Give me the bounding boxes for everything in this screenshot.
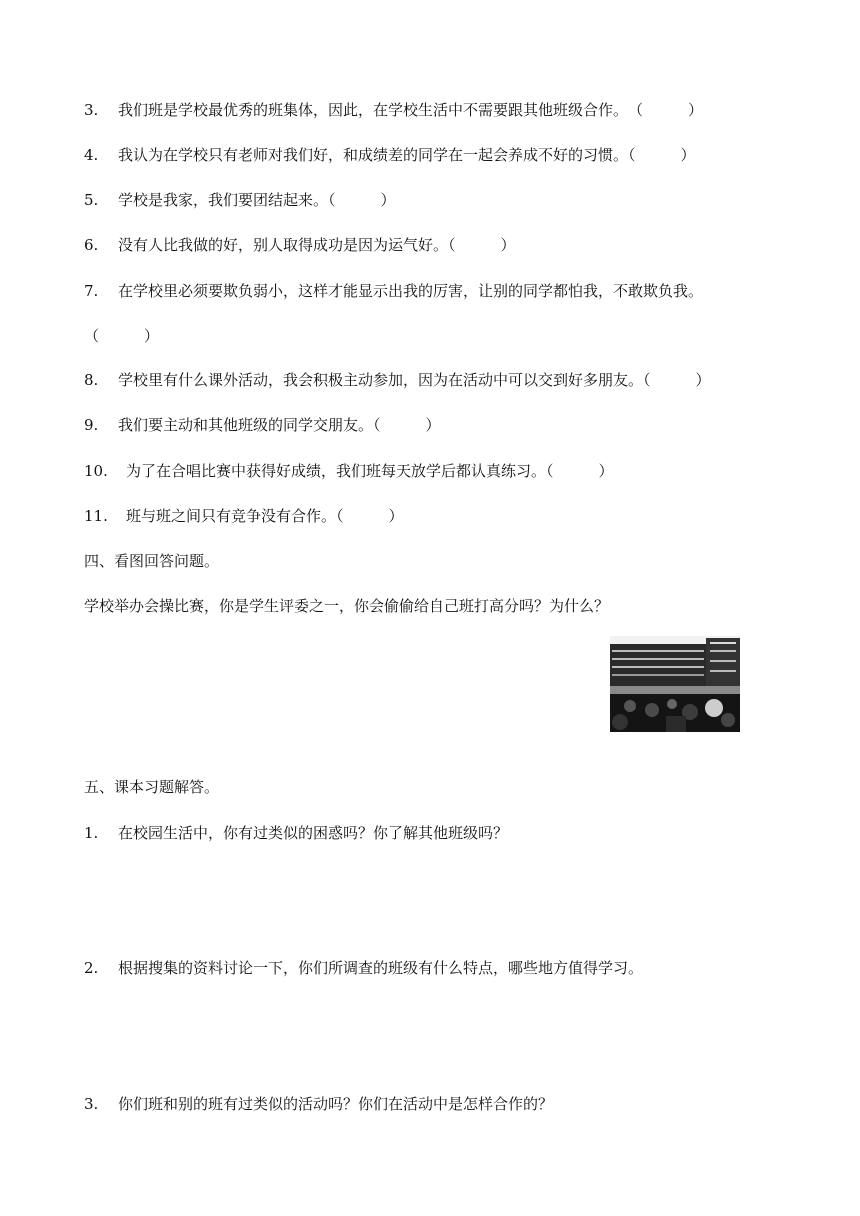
item-number: 7.: [84, 282, 99, 300]
item-text: 学校里有什么课外活动，我会积极主动参加，因为在活动中可以交到好多朋友。（ ）: [118, 371, 711, 389]
school-drill-photo: [610, 636, 740, 732]
item-text: 我们班是学校最优秀的班集体，因此，在学校生活中不需要跟其他班级合作。 （ ）: [118, 101, 704, 119]
item-number: 6.: [84, 236, 99, 254]
item-number: 9.: [84, 416, 99, 434]
judgement-item-8: [84, 370, 711, 390]
judgement-item-6: [84, 235, 516, 255]
judgement-item-7-answer: [84, 326, 159, 346]
item-number: 5.: [84, 191, 99, 209]
section-4-question: 学校举办会操比赛，你是学生评委之一，你会偷偷给自己班打高分吗？为什么？: [84, 597, 610, 615]
judgement-item-11: [84, 506, 404, 526]
item-text: 班与班之间只有竞争没有合作。（ ）: [126, 507, 404, 525]
item-text: 根据搜集的资料讨论一下，你们所调查的班级有什么特点，哪些地方值得学习。: [118, 959, 644, 977]
textbook-item-1: [84, 823, 508, 843]
item-text: 在校园生活中，你有过类似的困惑吗？你了解其他班级吗？: [118, 824, 509, 842]
section-5-heading: 五、课本习题解答。: [84, 778, 220, 796]
item-text: 我们要主动和其他班级的同学交朋友。（ ）: [118, 416, 441, 434]
item-number: 3.: [84, 1095, 99, 1113]
item-number: 2.: [84, 959, 99, 977]
item-number: 8.: [84, 371, 99, 389]
textbook-item-2: [84, 958, 643, 978]
judgement-item-7: [84, 281, 703, 301]
item-text: 为了在合唱比赛中获得好成绩，我们班每天放学后都认真练习。（ ）: [126, 462, 614, 480]
item-number: 11.: [84, 507, 108, 525]
item-text: 没有人比我做的好，别人取得成功是因为运气好。（ ）: [118, 236, 516, 254]
photo-illustration: [610, 636, 740, 732]
item-text: （ ）: [84, 327, 160, 345]
item-number: 4.: [84, 146, 99, 164]
item-text: 学校是我家，我们要团结起来。（ ）: [118, 191, 396, 209]
judgement-item-10: [84, 461, 614, 481]
item-number: 1.: [84, 824, 99, 842]
section-4-heading: 四、看图回答问题。: [84, 552, 220, 570]
item-number: 10.: [84, 462, 108, 480]
judgement-item-9: [84, 415, 441, 435]
judgement-item-4: [84, 145, 696, 165]
item-text: 在学校里必须要欺负弱小，这样才能显示出我的厉害，让别的同学都怕我，不敢欺负我。: [118, 282, 704, 300]
item-number: 3.: [84, 101, 99, 119]
judgement-item-5: [84, 190, 396, 210]
judgement-item-3: [84, 100, 703, 120]
item-text: 我认为在学校只有老师对我们好，和成绩差的同学在一起会养成不好的习惯。（ ）: [118, 146, 696, 164]
textbook-item-3: [84, 1094, 553, 1114]
item-text: 你们班和别的班有过类似的活动吗？你们在活动中是怎样合作的？: [118, 1095, 554, 1113]
